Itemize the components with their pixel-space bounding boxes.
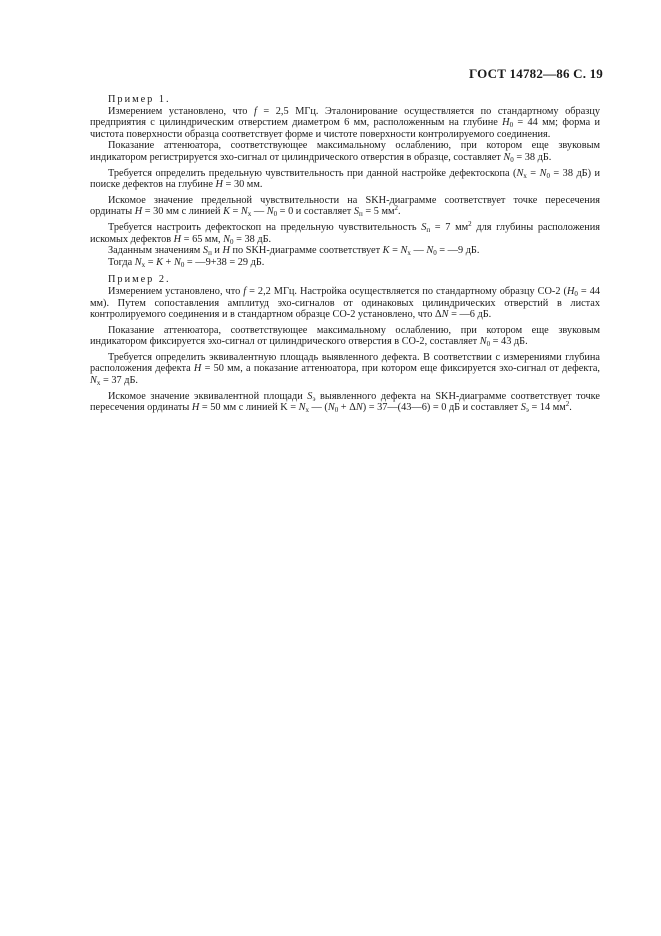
example-1-paragraph-7: Тогда $N_x = K + N_0$ = —9+38 = 29 дБ. — [108, 256, 265, 269]
example-1-paragraph-4: Искомое значение предельной чувствительности на SKH-диаграмме соответствует точке пересечения ординаты H = 30 мм с линией $K = N_x$ — $N_0 = 0$ и составляет $S_п = 5$ $мм^2$. — [90, 194, 600, 219]
example-1-paragraph-2: Показание аттенюатора, соответствующее максимальному ослаблению, при котором еще звуковым индикатором регистрируется эхо-сигнал от цилиндрического отверстия в образце, составляет $N_0 = 38$ дБ. — [90, 140, 600, 164]
example-1-paragraph-6: Заданным значениям $S_п$ и H по SKH-диаграмме соответствует $K = N_x$ — $N_0$ = —9 дБ. — [108, 245, 480, 258]
example-1-paragraph-1: Измерением установлено, что f = 2,5 МГц. Эталонирование осуществляется по стандартному образцу предприятия с цилиндрическим отверстием диаметром 6 мм, расположенным на глубине $H_0 = 44$ мм; форма и чистота поверхности образца соответствует форме и чистоте поверхности контролируемого соединения. — [90, 105, 600, 140]
page-header: ГОСТ 14782—86 С. 19 — [469, 66, 603, 81]
example-2-paragraph-2: Показание аттенюатора, соответствующее максимальному ослаблению, при котором еще звуковым индикатором фиксируется эхо-сигнал от цилиндрического отверстия в СО-2, составляет $N_0 = 43$ дБ. — [90, 324, 600, 349]
example-2-paragraph-4: Искомое значение эквивалентной площади $S_э$ выявленного дефекта на SKH-диаграмме соответствует точке пересечения ординаты H = 50 мм с линией $K = N_x$ — $(N_0 + \Delta N)$ = 37—(43—6) = 0 дБ и составляет $S_э = 14$ $мм^2$. — [90, 390, 600, 415]
example-2-paragraph-3: Требуется определить эквивалентную площадь выявленного дефекта. В соответствии с измерениями глубина расположения дефекта H = 50 мм, а показание аттенюатора, при котором еще фиксируется эхо-сигнал от дефекта, $N_x = 37$ дБ. — [90, 351, 600, 388]
document-body — [90, 94, 600, 414]
example-1-paragraph-5: Требуется настроить дефектоскоп на предельную чувствительность $S_п = 7$ $мм^2$ для глубины расположения искомых дефектов H = 65 мм, $N_0 = 38$ дБ. — [90, 219, 600, 246]
example-2-heading: Пример 2. — [108, 274, 171, 286]
example-1-heading: Пример 1. — [108, 94, 171, 105]
example-2-paragraph-1: Измерением установлено, что f = 2,2 МГц. Настройка осуществляется по стандартному образцу СО-2 ($H_0 = 44$ мм). Путем сопоставления амплитуд эхо-сигналов от одинаковых цилиндрических отверстий в листах контролируемого соединения и в стандартном образце СО-2 установлено, что ΔN = —6 дБ. — [90, 285, 600, 321]
example-1-paragraph-3: Требуется определить предельную чувствительность при данной настройке дефектоскопа ($N_x = N_0 = 38$ дБ) и поиске дефектов на глубине H = 30 мм. — [90, 167, 600, 191]
